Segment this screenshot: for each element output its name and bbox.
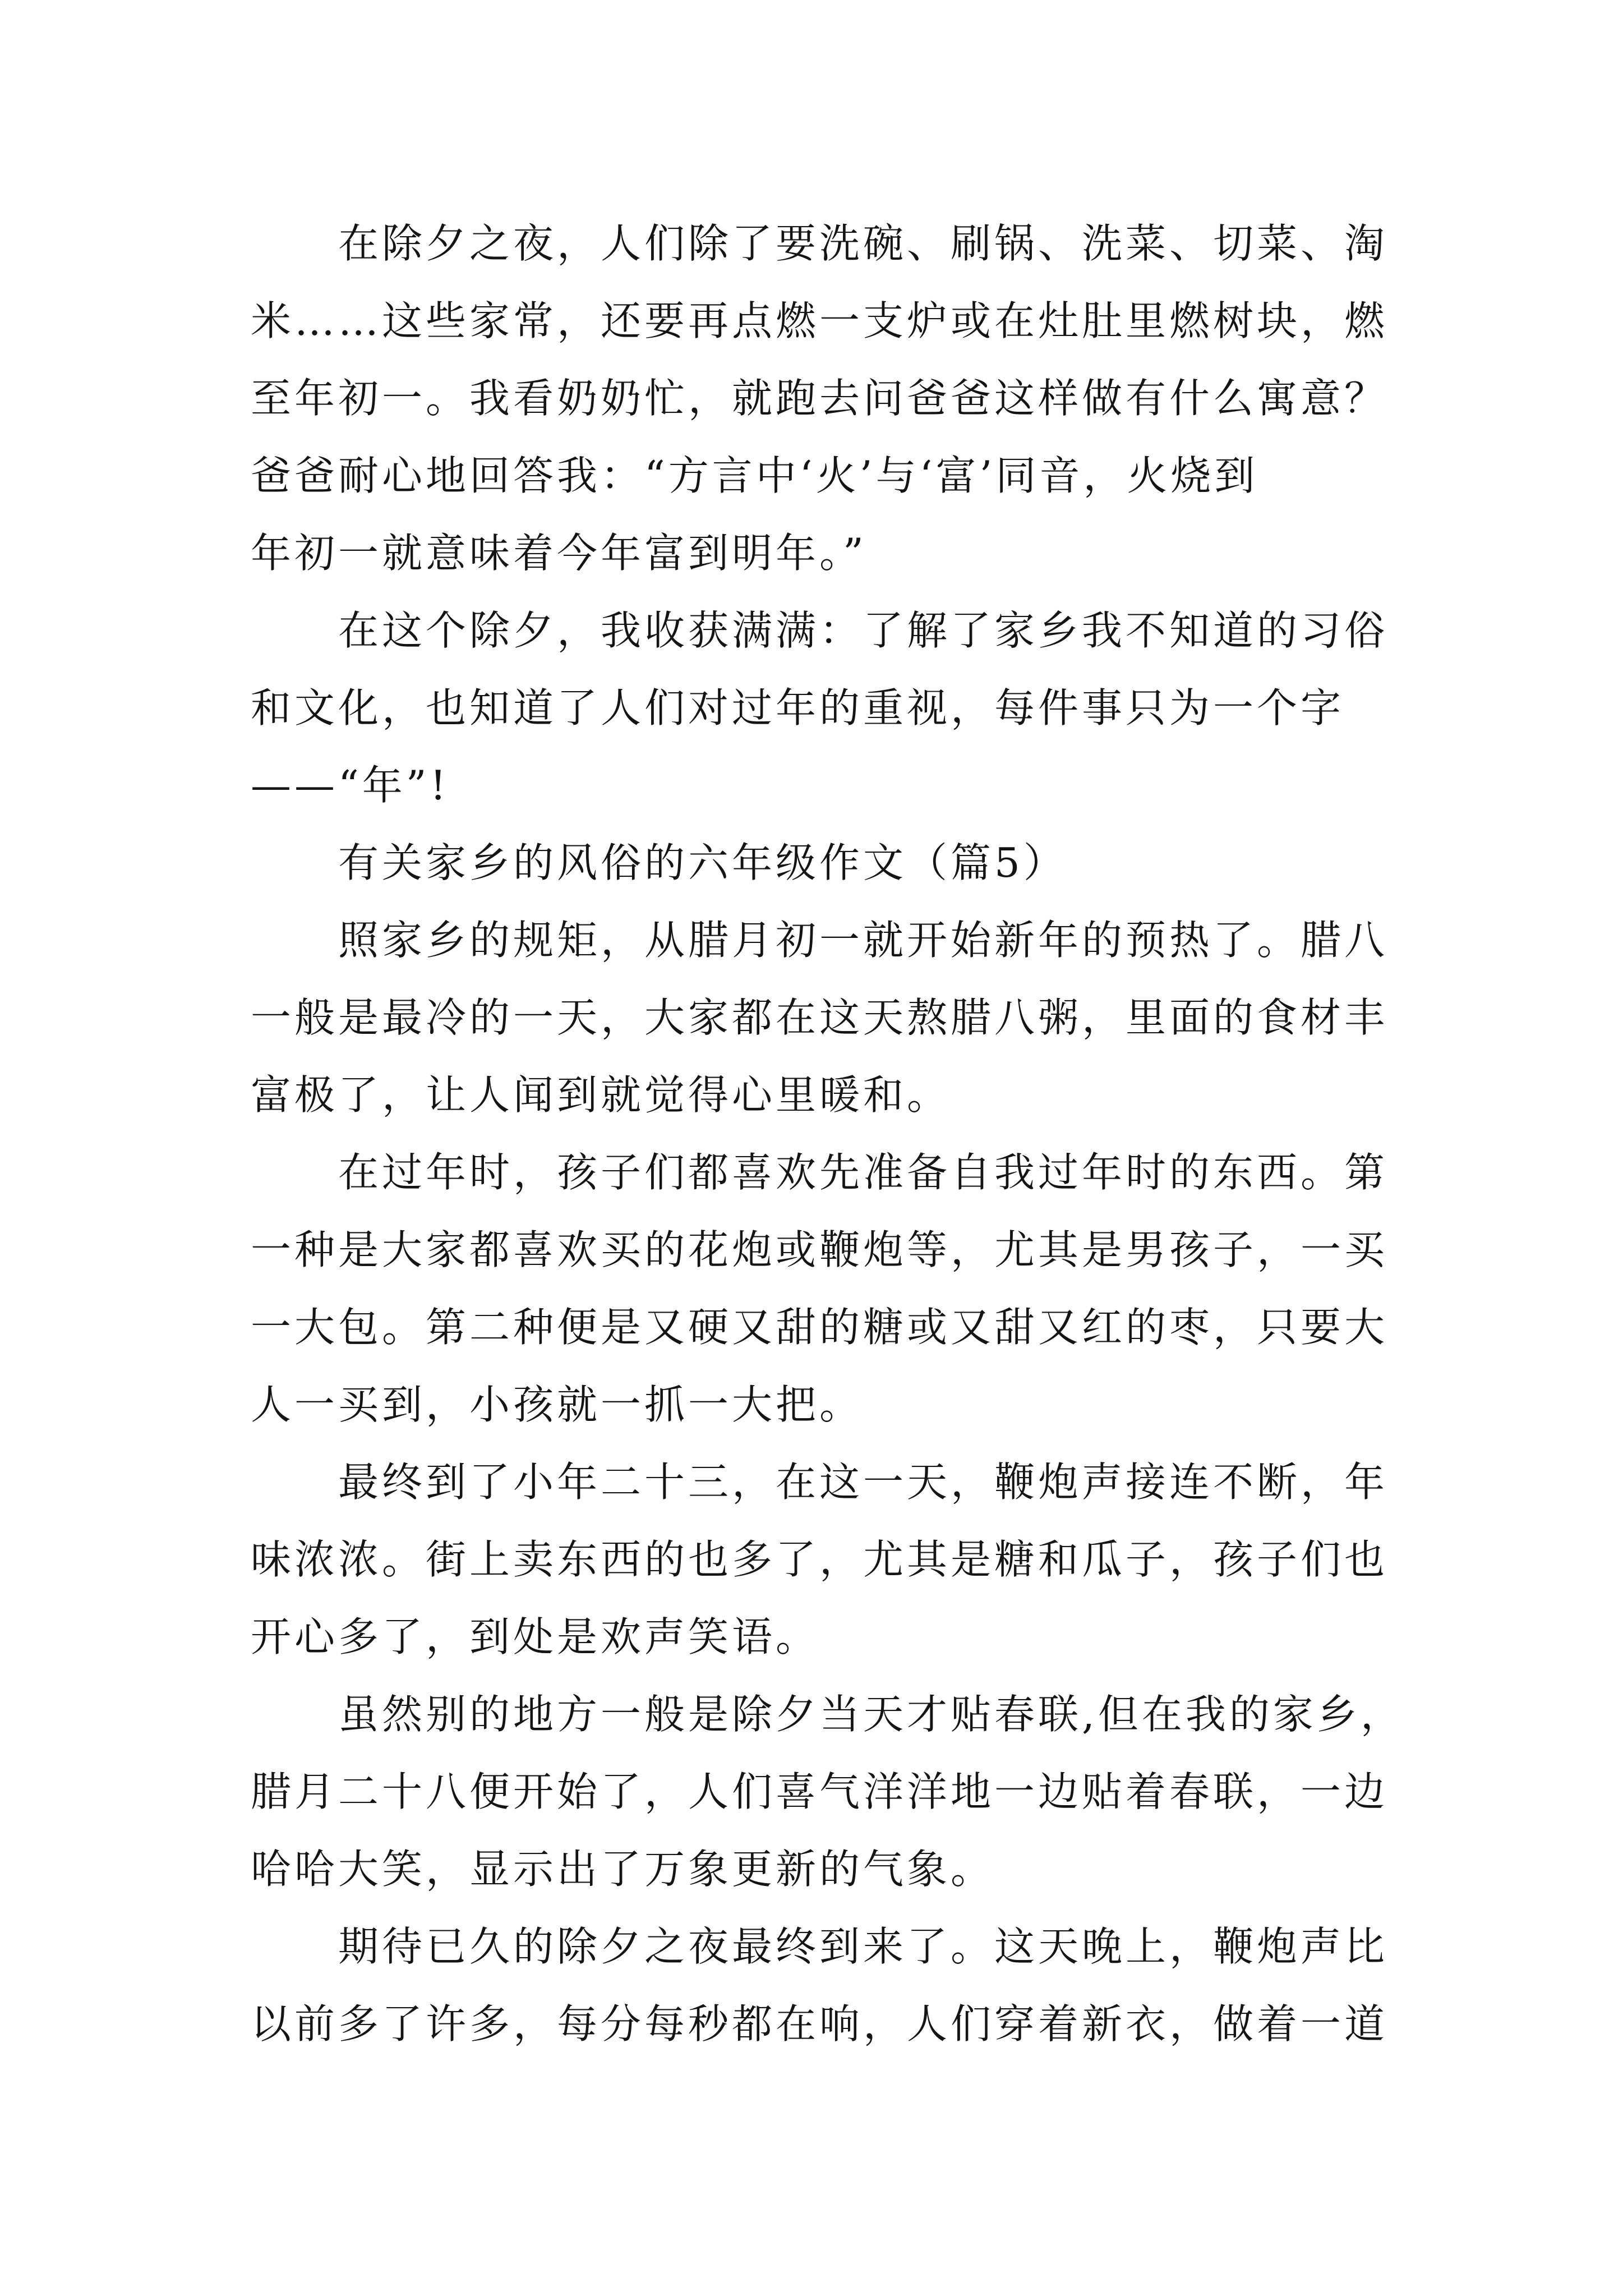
paragraph [251, 1676, 1406, 1908]
paragraph [251, 1443, 1406, 1676]
text-line: 最终到了小年二十三，在这一天，鞭炮声接连不断，年 [338, 1458, 1389, 1506]
text-line: 在过年时，孩子们都喜欢先准备自我过年时的东西。第 [338, 1149, 1389, 1196]
paragraph [251, 592, 1406, 824]
text-line: 年初一就意味着今年富到明年。” [251, 530, 867, 577]
text-line: 富极了，让人闻到就觉得心里暖和。 [251, 1071, 951, 1119]
text-line: 在这个除夕，我收获满满：了解了家乡我不知道的习俗 [338, 607, 1389, 654]
text-line: 期待已久的除夕之夜最终到来了。这天晚上，鞭炮声比 [338, 1923, 1389, 1970]
text-line: 至年初一。我看奶奶忙，就跑去问爸爸这样做有什么寓意？ [251, 375, 1389, 422]
text-line: 味浓浓。街上卖东西的也多了，尤其是糖和瓜子，孩子们也 [251, 1536, 1389, 1583]
paragraph [251, 901, 1406, 1134]
text-line: 一般是最冷的一天，大家都在这天熬腊八粥，里面的食材丰 [251, 994, 1389, 1041]
paragraph [251, 1908, 1406, 2063]
text-line: 腊月二十八便开始了，人们喜气洋洋地一边贴着春联，一边 [251, 1768, 1389, 1815]
text-line: ——“年”! [251, 762, 450, 809]
paragraph [251, 1134, 1406, 1443]
section-heading [251, 824, 1406, 901]
text-line: 哈哈大笑，显示出了万象更新的气象。 [251, 1846, 995, 1893]
text-line: 开心多了，到处是欢声笑语。 [251, 1613, 820, 1660]
text-line: 一大包。第二种便是又硬又甜的糖或又甜又红的枣，只要大 [251, 1304, 1389, 1351]
body-text [251, 205, 1406, 2063]
text-line: 照家乡的规矩，从腊月初一就开始新年的预热了。腊八 [338, 917, 1389, 964]
text-line: 在除夕之夜，人们除了要洗碗、刷锅、洗菜、切菜、淘 [338, 220, 1389, 267]
text-line: 虽然别的地方一般是除夕当天才贴春联,但在我的家乡， [338, 1691, 1404, 1738]
text-line: 和文化，也知道了人们对过年的重视，每件事只为一个字 [251, 684, 1345, 731]
text-line: 米……这些家常，还要再点燃一支炉或在灶肚里燃树块，燃 [251, 297, 1389, 344]
text-line: 以前多了许多，每分每秒都在响，人们穿着新衣，做着一道 [251, 2000, 1389, 2047]
heading-line: 有关家乡的风俗的六年级作文（篇5） [338, 839, 1067, 886]
text-line: 一种是大家都喜欢买的花炮或鞭炮等，尤其是男孩子，一买 [251, 1226, 1389, 1273]
text-line: 人一买到，小孩就一抓一大把。 [251, 1381, 864, 1428]
paragraph [251, 205, 1406, 592]
text-line: 爸爸耐心地回答我：“方言中‘火’与‘富’同音，火烧到 [251, 452, 1258, 499]
